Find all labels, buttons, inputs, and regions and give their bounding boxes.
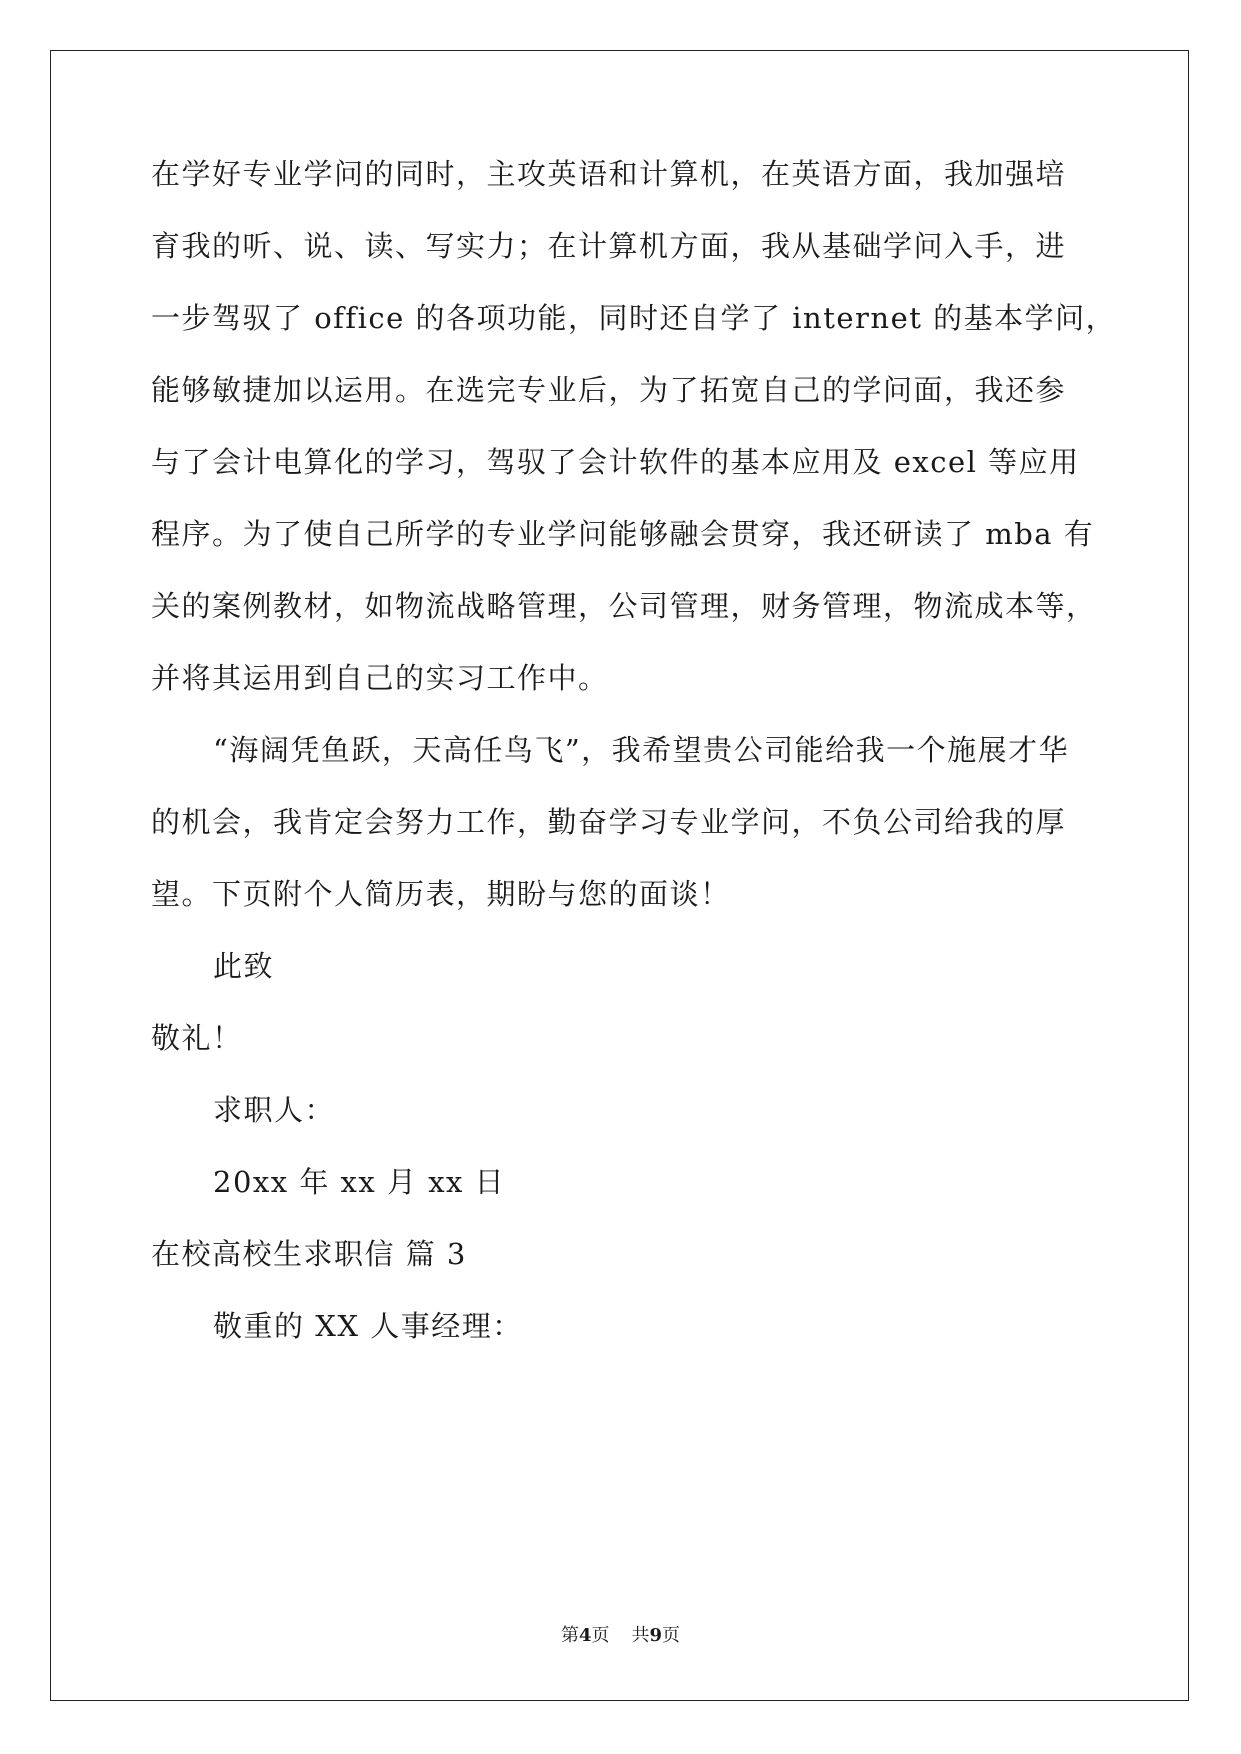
body-line: 望。下页附个人简历表，期盼与您的面谈！ (151, 877, 731, 911)
applicant-label: 求职人： (213, 1093, 336, 1127)
footer-page-suffix: 页 (591, 1625, 610, 1646)
letter-date: 20xx 年 xx 月 xx 日 (213, 1165, 506, 1199)
current-page-number: 4 (578, 1625, 592, 1646)
closing-salutation: 此致 (213, 949, 275, 983)
body-line: 能够敏捷加以运用。在选完专业后，为了拓宽自己的学问面，我还参 (151, 373, 1067, 407)
body-line: 在学好专业学问的同时，主攻英语和计算机，在英语方面，我加强培 (151, 157, 1067, 191)
page-footer (0, 1624, 1241, 1648)
body-line: 并将其运用到自己的实习工作中。 (151, 661, 609, 695)
body-line: 的机会，我肯定会努力工作，勤奋学习专业学问，不负公司给我的厚 (151, 805, 1067, 839)
total-page-number: 9 (649, 1625, 663, 1646)
footer-page-prefix: 第 (560, 1625, 579, 1646)
body-line: 与了会计电算化的学习，驾驭了会计软件的基本应用及 excel 等应用 (151, 445, 1080, 479)
section-heading: 在校高校生求职信 篇 3 (151, 1237, 467, 1271)
body-line: 程序。为了使自己所学的专业学问能够融会贯穿，我还研读了 mba 有 (151, 517, 1095, 551)
footer-total-suffix: 页 (662, 1625, 681, 1646)
footer-total-prefix: 共 (631, 1625, 650, 1646)
body-line: 关的案例教材，如物流战略管理，公司管理，财务管理，物流成本等， (151, 589, 1097, 623)
body-line: 一步驾驭了 office 的各项功能，同时还自学了 internet 的基本学问， (151, 301, 1117, 335)
greeting-line: 敬重的 XX 人事经理： (213, 1309, 523, 1343)
closing-regards: 敬礼！ (151, 1021, 243, 1055)
body-line: “海阔凭鱼跃，天高任鸟飞”，我希望贵公司能给我一个施展才华 (213, 733, 1070, 767)
body-line: 育我的听、说、读、写实力；在计算机方面，我从基础学问入手，进 (151, 229, 1067, 263)
